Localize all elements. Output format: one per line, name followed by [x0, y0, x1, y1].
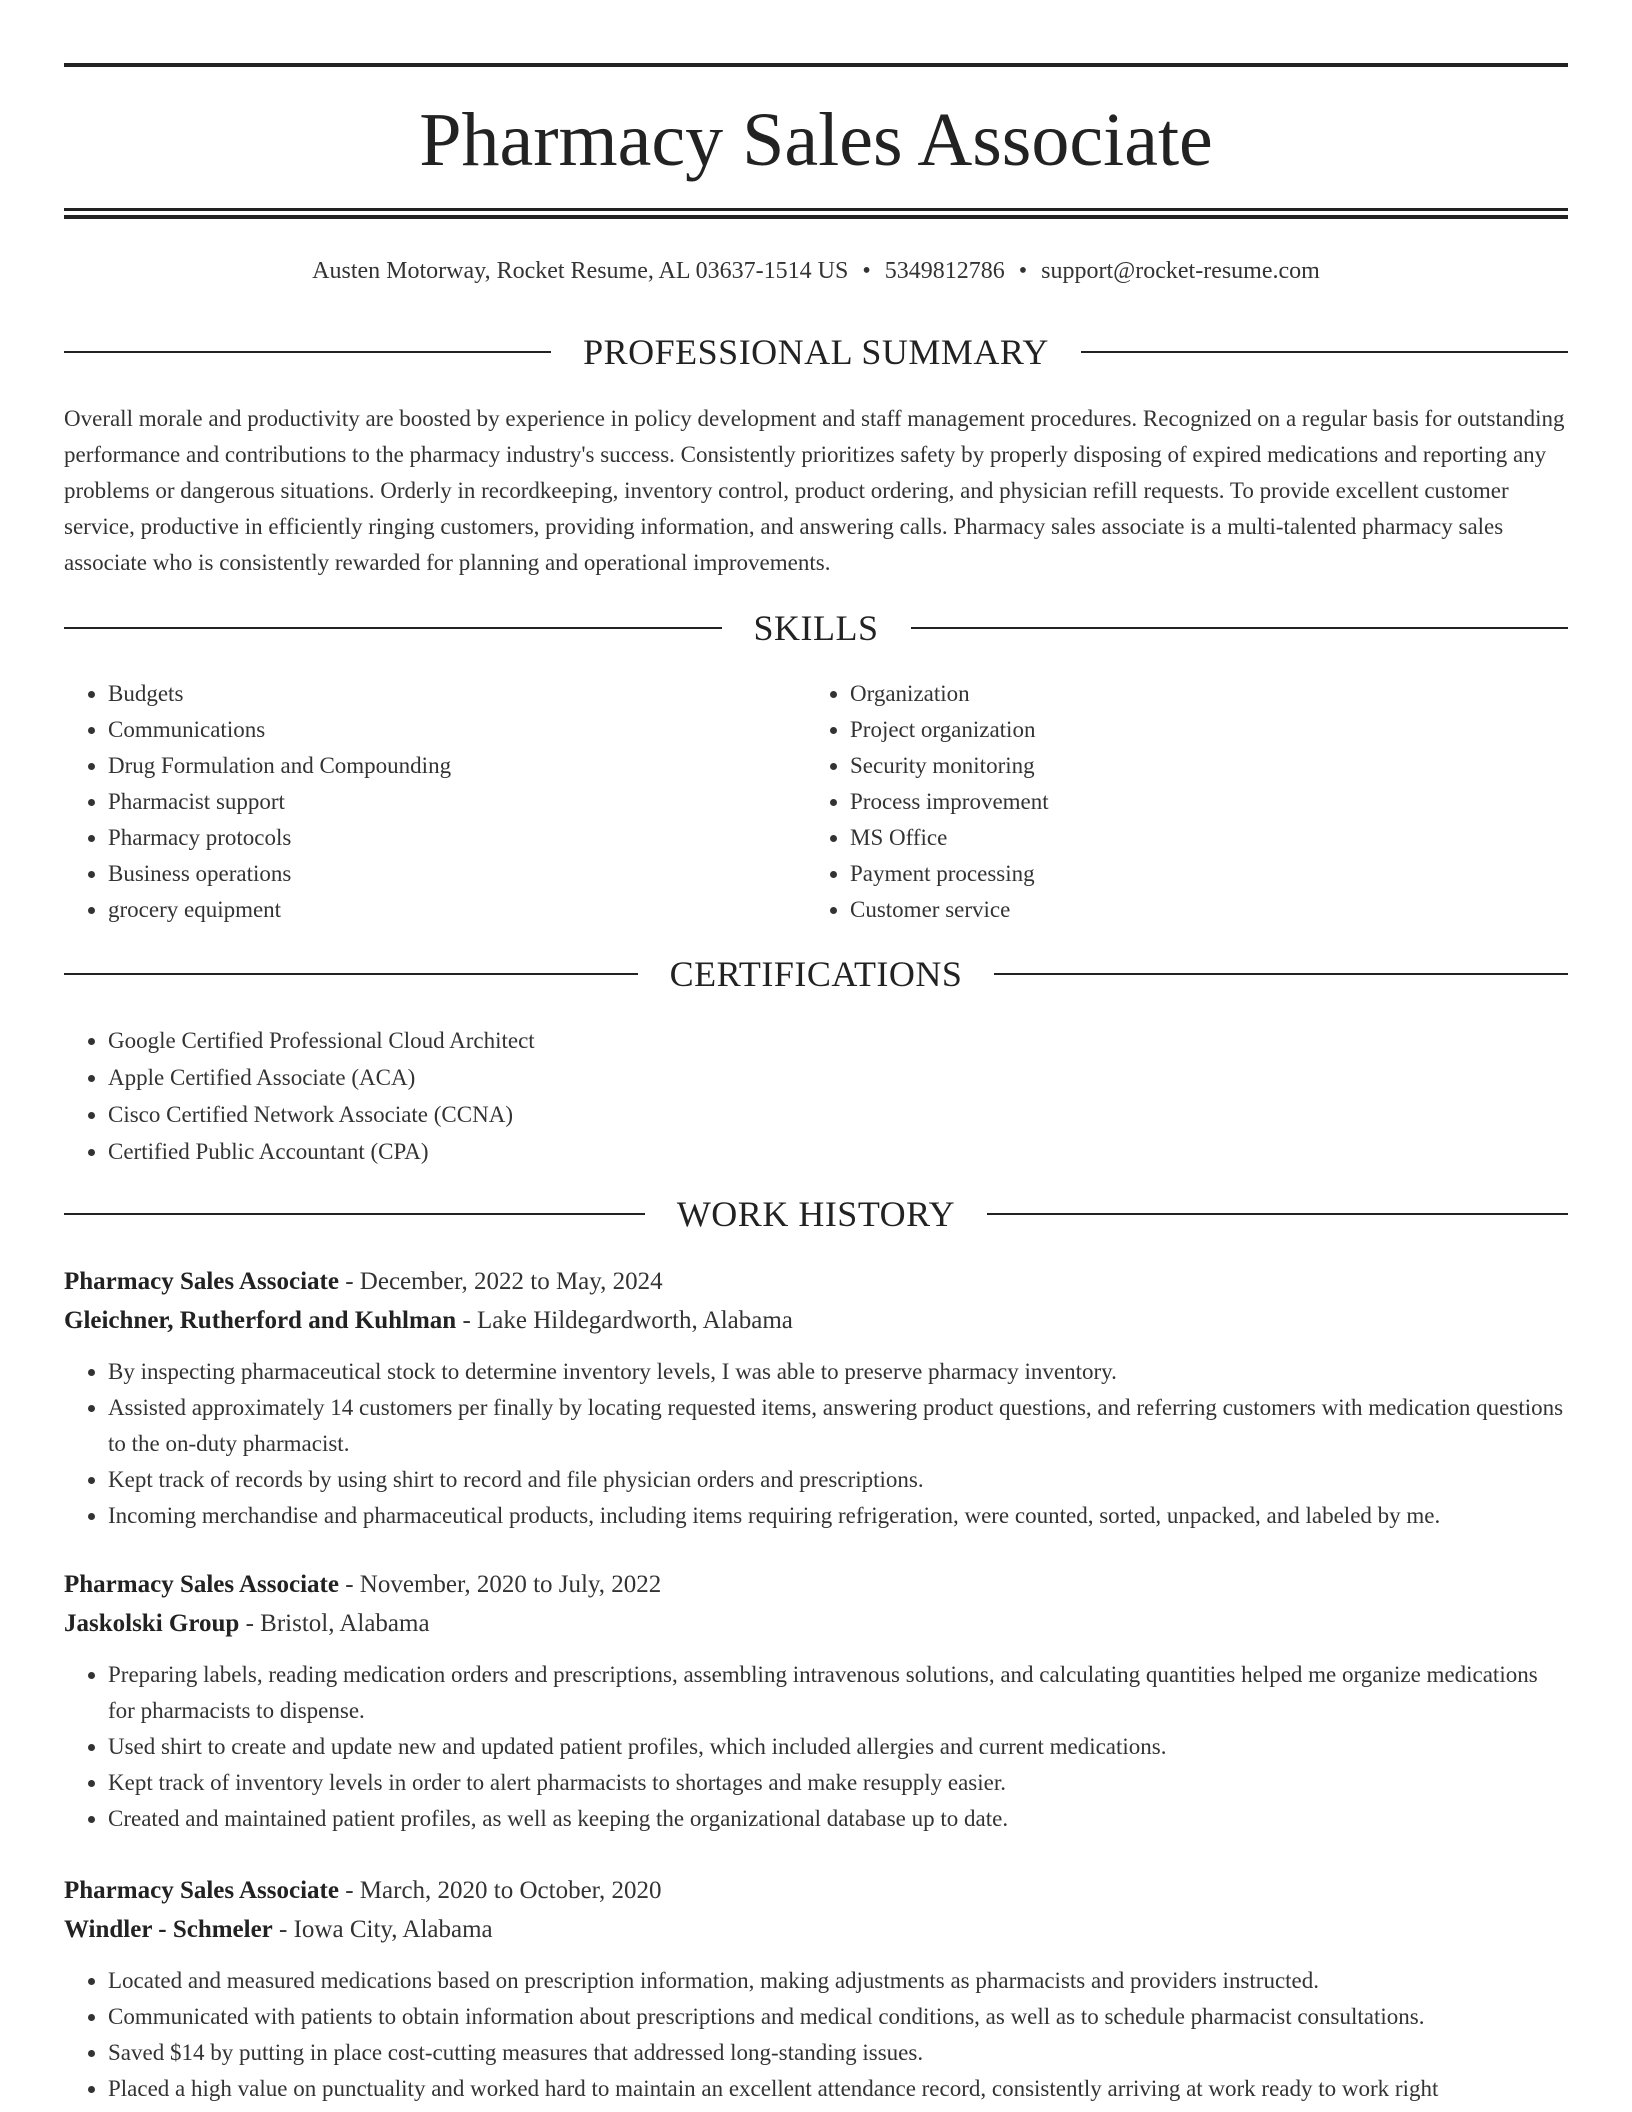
job-entry: [64, 1871, 1568, 2107]
heading-rule-left: [64, 351, 551, 353]
job-company: Gleichner, Rutherford and Kuhlman: [64, 1307, 457, 1334]
work-history-section-heading: [64, 1192, 1568, 1236]
heading-rule-right: [994, 973, 1568, 975]
skill-item: • Business operations: [108, 856, 764, 892]
job-company-line: Gleichner, Rutherford and Kuhlman - Lake Hildegardworth, Alabama: [64, 1307, 793, 1334]
job-bullet: • Communicated with patients to obtain information about prescriptions and medical conditions, as well as to schedule pharmacist consultations.: [108, 1999, 1568, 2035]
heading-rule-left: [64, 627, 722, 629]
certifications-list: [64, 1022, 1568, 1170]
resume-title: Pharmacy Sales Associate: [419, 98, 1213, 182]
skill-item: • Project organization: [850, 712, 1506, 748]
skill-item: • Security monitoring: [850, 748, 1506, 784]
job-title: Pharmacy Sales Associate: [64, 1877, 339, 1904]
summary-heading-text: PROFESSIONAL SUMMARY: [583, 332, 1049, 372]
contact-email: support@rocket-resume.com: [1041, 258, 1320, 284]
job-title-line: Pharmacy Sales Associate - December, 2022 to May, 2024: [64, 1268, 663, 1295]
skill-item: • grocery equipment: [108, 892, 764, 928]
skill-item: • Organization: [850, 676, 1506, 712]
job-location: Iowa City, Alabama: [293, 1916, 493, 1943]
contact-address: Austen Motorway, Rocket Resume, AL 03637-1514 US: [312, 258, 849, 284]
job-company-line: Windler - Schmeler - Iowa City, Alabama: [64, 1916, 493, 1943]
heading-rule-left: [64, 973, 638, 975]
skill-item: • Drug Formulation and Compounding: [108, 748, 764, 784]
skill-item: • Payment processing: [850, 856, 1506, 892]
job-title-line: Pharmacy Sales Associate - November, 2020 to July, 2022: [64, 1571, 662, 1598]
certification-item: • Certified Public Accountant (CPA): [108, 1133, 1568, 1170]
job-dates: November, 2020 to July, 2022: [359, 1571, 662, 1598]
job-bullet: • Incoming merchandise and pharmaceutical products, including items requiring refrigeration, were counted, sorted, unpacked, and labeled by me.: [108, 1498, 1568, 1534]
skill-item: • Budgets: [108, 676, 764, 712]
job-bullet: • Created and maintained patient profiles, as well as keeping the organizational database up to date.: [108, 1801, 1568, 1837]
skill-item: • Communications: [108, 712, 764, 748]
job-dates: March, 2020 to October, 2020: [359, 1877, 662, 1904]
skills-section-heading: [64, 606, 1568, 650]
job-title: Pharmacy Sales Associate: [64, 1571, 339, 1598]
skills-list-right: [806, 676, 1506, 928]
job-bullet: • Assisted approximately 14 customers per finally by locating requested items, answering product questions, and referring customers with medication questions to the on-duty pharmacist.: [108, 1390, 1568, 1462]
skills-column-left: [64, 676, 764, 928]
job-bullet: • Kept track of inventory levels in order to alert pharmacists to shortages and make resupply easier.: [108, 1765, 1568, 1801]
contact-separator: •: [1018, 258, 1028, 284]
job-bullet-list: [64, 1963, 1568, 2107]
heading-rule-right: [987, 1213, 1568, 1215]
work-history-heading-text: WORK HISTORY: [676, 1194, 956, 1234]
contact-line: [64, 254, 1568, 288]
summary-section-heading: [64, 330, 1568, 374]
job-bullet: • Placed a high value on punctuality and worked hard to maintain an excellent attendance record, consistently arriving at work ready to work right: [108, 2071, 1568, 2107]
certifications-section-heading: [64, 952, 1568, 996]
contact-phone: 5349812786: [884, 258, 1005, 284]
job-bullet: • Used shirt to create and update new and updated patient profiles, which included allergies and current medications.: [108, 1729, 1568, 1765]
header-double-rule-upper: [64, 208, 1568, 211]
job-title: Pharmacy Sales Associate: [64, 1268, 339, 1295]
header-double-rule-lower: [64, 215, 1568, 219]
job-bullet: • Located and measured medications based on prescription information, making adjustments as pharmacists and providers instructed.: [108, 1963, 1568, 1999]
job-bullet: • By inspecting pharmaceutical stock to determine inventory levels, I was able to preserve pharmacy inventory.: [108, 1354, 1568, 1390]
job-dates: December, 2022 to May, 2024: [359, 1268, 663, 1295]
job-entry: [64, 1565, 1568, 1837]
job-bullet-list: [64, 1354, 1568, 1534]
skills-heading-text: SKILLS: [753, 608, 879, 648]
job-bullet: • Kept track of records by using shirt to record and file physician orders and prescriptions.: [108, 1462, 1568, 1498]
job-company: Windler - Schmeler: [64, 1916, 273, 1943]
certification-item: • Cisco Certified Network Associate (CCNA): [108, 1096, 1568, 1133]
heading-rule-right: [1081, 351, 1568, 353]
job-location: Lake Hildegardworth, Alabama: [477, 1307, 793, 1334]
skill-item: • Process improvement: [850, 784, 1506, 820]
job-company-line: Jaskolski Group - Bristol, Alabama: [64, 1610, 430, 1637]
skills-column-right: [806, 676, 1506, 928]
header-top-rule: [64, 63, 1568, 67]
certification-item: • Apple Certified Associate (ACA): [108, 1059, 1568, 1096]
contact-separator: •: [862, 258, 871, 284]
job-company: Jaskolski Group: [64, 1610, 240, 1637]
heading-rule-left: [64, 1213, 645, 1215]
job-title-line: Pharmacy Sales Associate - March, 2020 to October, 2020: [64, 1877, 662, 1904]
certification-item: • Google Certified Professional Cloud Architect: [108, 1022, 1568, 1059]
professional-summary-text: Overall morale and productivity are boosted by experience in policy development and staff management procedures. Recognized on a regular basis for outstanding performance and contributions to the pharmacy industry's success. Consistently prioritizes safety by properly disposing of expired medications and reporting any problems or dangerous situations. Orderly in recordkeeping, inventory control, product ordering, and physician refill requests. To provide excellent customer service, productive in efficiently ringing customers, providing information, and answering calls. Pharmacy sales associate is a multi-talented pharmacy sales associate who is consistently rewarded for planning and operational improvements.: [64, 406, 1565, 575]
heading-rule-right: [911, 627, 1569, 629]
job-bullet-list: [64, 1657, 1568, 1837]
skills-list-left: [64, 676, 764, 928]
job-bullet: • Preparing labels, reading medication orders and prescriptions, assembling intravenous solutions, and calculating quantities helped me organize medications for pharmacists to dispense.: [108, 1657, 1568, 1729]
skill-item: • Customer service: [850, 892, 1506, 928]
job-location: Bristol, Alabama: [260, 1610, 430, 1637]
certifications-list-container: [64, 1022, 1568, 1170]
skill-item: • Pharmacy protocols: [108, 820, 764, 856]
skill-item: • MS Office: [850, 820, 1506, 856]
job-bullet: • Saved $14 by putting in place cost-cutting measures that addressed long-standing issues.: [108, 2035, 1568, 2071]
job-entry: [64, 1262, 1568, 1534]
certifications-heading-text: CERTIFICATIONS: [669, 954, 963, 994]
skill-item: • Pharmacist support: [108, 784, 764, 820]
